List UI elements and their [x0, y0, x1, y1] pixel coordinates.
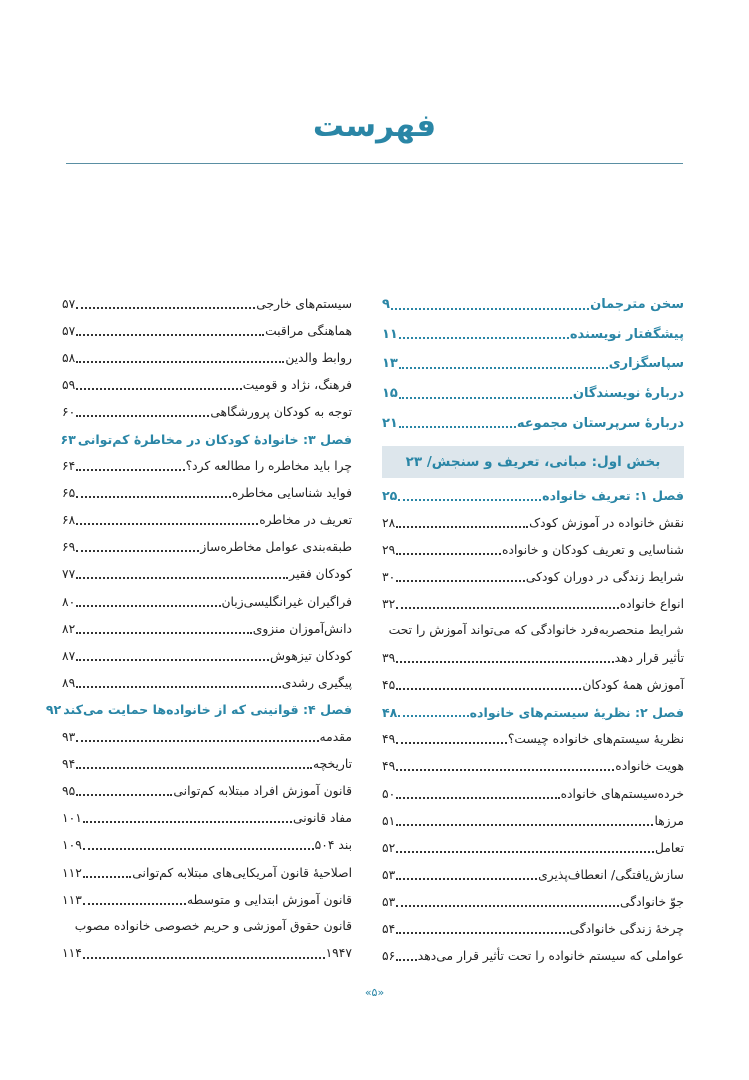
toc-entry-page: ۶۹ — [62, 540, 76, 555]
toc-entry-title: شناسایی و تعریف کودکان و خانواده — [502, 542, 684, 557]
toc-entry-title: هویت خانواده — [615, 759, 684, 774]
toc-entry-title: کودکان تیزهوش — [270, 648, 352, 663]
dot-leader — [76, 632, 251, 634]
toc-entry[interactable] — [62, 859, 352, 886]
toc-entry-title: انواع خانواده — [619, 596, 684, 611]
toc-entry[interactable] — [62, 832, 352, 859]
toc-entry-title: چرخۀ زندگی خانوادگی — [569, 922, 684, 937]
dot-leader — [83, 848, 314, 850]
page-title: فهرست — [312, 108, 437, 144]
dot-leader — [83, 821, 292, 823]
toc-entry-title-line2: ۱۹۴۷ — [325, 946, 352, 961]
dot-leader — [76, 740, 318, 742]
toc-entry-title: شرایط زندگی در دوران کودکی — [525, 569, 684, 584]
toc-entry-page: ۲۹ — [382, 542, 396, 557]
toc-entry-title: طبقه‌بندی عوامل مخاطره‌ساز — [200, 540, 352, 555]
chapter-entry[interactable] — [382, 699, 684, 726]
dot-leader — [83, 903, 186, 905]
toc-entry[interactable] — [382, 672, 684, 699]
toc-entry-title: تعریف در مخاطره — [259, 513, 352, 528]
dot-leader — [76, 415, 209, 417]
toc-entry-page: ۹ — [382, 297, 390, 313]
toc-entry-title: فراگیران غیرانگلیسی‌زبان — [221, 594, 352, 609]
toc-entry[interactable] — [62, 642, 352, 669]
toc-entry[interactable] — [382, 379, 684, 409]
toc-entry-title: سیستم‌های خارجی — [256, 296, 352, 311]
dot-leader — [396, 607, 618, 609]
toc-entry[interactable] — [62, 480, 352, 507]
dot-leader — [76, 307, 255, 309]
dot-leader — [396, 905, 619, 907]
dot-leader — [396, 688, 581, 690]
toc-entry[interactable] — [62, 290, 352, 317]
dot-leader — [76, 469, 184, 471]
dot-leader — [76, 334, 264, 336]
dot-leader — [396, 797, 559, 799]
toc-entry-page: ۲۱ — [382, 415, 398, 431]
dot-leader — [396, 824, 653, 826]
toc-entry-title: پیگیری رشدی — [281, 675, 352, 690]
toc-entry-title-line1: شرایط منحصربه‌فرد خانوادگی که می‌تواند آموزش را تحت — [388, 623, 684, 638]
chapter-entry[interactable] — [62, 425, 352, 452]
dot-leader — [83, 876, 131, 878]
toc-entry[interactable] — [382, 888, 684, 915]
toc-entry-title: جوّ خانوادگی — [620, 894, 684, 909]
dot-leader — [396, 878, 537, 880]
toc-entry-title: نظریۀ سیستم‌های خانواده چیست؟ — [507, 732, 684, 747]
dot-leader — [396, 932, 568, 934]
chapter-page: ۹۲ — [45, 702, 62, 718]
toc-entry-page: ۹۵ — [62, 784, 76, 799]
toc-entry-page: ۹۳ — [62, 730, 76, 745]
toc-entry-title: سپاسگزاری — [608, 356, 684, 372]
toc-entry[interactable] — [382, 320, 684, 350]
toc-entry-page: ۸۹ — [62, 675, 76, 690]
toc-entry[interactable] — [382, 861, 684, 888]
toc-entry-title: مقدمه — [319, 730, 352, 745]
dot-leader — [396, 742, 507, 744]
toc-entry-title: هماهنگی مراقبت — [265, 323, 352, 338]
toc-entry[interactable] — [382, 753, 684, 780]
dot-leader — [76, 686, 281, 688]
page-number: «۵» — [364, 986, 385, 999]
toc-entry-page: ۶۵ — [62, 486, 76, 501]
dot-leader — [398, 715, 468, 717]
toc-entry-page: ۵۱ — [382, 813, 396, 828]
dot-leader — [76, 550, 199, 552]
toc-entry-title: فواید شناسایی مخاطره — [231, 486, 352, 501]
toc-entry-title: سخن مترجمان — [590, 297, 684, 313]
toc-entry-page: ۵۴ — [382, 922, 396, 937]
toc-entry-title: مرزها — [654, 813, 684, 828]
toc-entry-page: ۵۹ — [62, 377, 76, 392]
dot-leader — [396, 851, 654, 853]
toc-entry[interactable] — [382, 807, 684, 834]
chapter-title: فصل ۴: قوانینی که از خانواده‌ها حمایت می‌کند — [63, 702, 352, 718]
title-rule — [66, 163, 683, 164]
toc-entry-title: کودکان فقیر — [289, 567, 352, 582]
toc-entry-title: نقش خانواده در آموزش کودک — [529, 515, 684, 530]
dot-leader — [76, 496, 231, 498]
chapter-title: فصل ۱: تعریف خانواده — [542, 488, 684, 504]
toc-entry-title: دانش‌آموزان منزوی — [252, 621, 352, 636]
toc-entry[interactable] — [62, 507, 352, 534]
toc-entry-page: ۱۵ — [382, 386, 398, 402]
toc-entry-page: ۵۸ — [62, 350, 76, 365]
toc-entry[interactable] — [62, 534, 352, 561]
toc-entry-page: ۵۰ — [382, 786, 396, 801]
toc-entry[interactable] — [382, 834, 684, 861]
dot-leader — [391, 308, 589, 310]
toc-entry-page: ۵۳ — [382, 867, 396, 882]
toc-entry-title: قانون آموزش افراد مبتلابه کم‌توانی — [173, 784, 352, 799]
toc-entry[interactable] — [382, 943, 684, 970]
dot-leader — [76, 577, 288, 579]
dot-leader — [396, 580, 525, 582]
toc-entry[interactable] — [62, 344, 352, 371]
toc-entry-page: ۱۱۲ — [62, 865, 82, 880]
toc-entry-page: ۱۱ — [382, 326, 398, 342]
toc-entry[interactable] — [382, 590, 684, 617]
toc-entry-page: ۸۰ — [62, 594, 76, 609]
toc-entry-title: خرده‌سیستم‌های خانواده — [560, 786, 684, 801]
toc-entry-page: ۴۵ — [382, 678, 396, 693]
toc-entry-page: ۸۷ — [62, 648, 76, 663]
toc-entry[interactable] — [62, 588, 352, 615]
dot-leader — [398, 499, 541, 501]
toc-entry[interactable] — [62, 805, 352, 832]
toc-entry-title: تاریخچه — [313, 757, 352, 772]
toc-entry-title: چرا باید مخاطره را مطالعه کرد؟ — [185, 459, 352, 474]
toc-entry[interactable] — [62, 317, 352, 344]
toc-entry-page: ۷۷ — [62, 567, 76, 582]
toc-entry[interactable] — [62, 453, 352, 480]
dot-leader — [76, 361, 284, 363]
toc-entry-page: ۲۸ — [382, 515, 396, 530]
toc-entry-page: ۵۷ — [62, 323, 76, 338]
toc-entry-page: ۵۲ — [382, 840, 396, 855]
toc-entry-title: عواملی که سیستم خانواده را تحت تأثیر قرار می‌دهد — [417, 949, 684, 964]
toc-entry-page: ۹۴ — [62, 757, 76, 772]
toc-entry[interactable] — [62, 398, 352, 425]
chapter-page: ۴۸ — [382, 704, 398, 720]
dot-leader — [399, 426, 516, 428]
toc-entry-title: اصلاحیۀ قانون آمریکایی‌های مبتلابه کم‌توانی — [132, 865, 352, 880]
toc-entry-page: ۱۱۴ — [62, 946, 82, 961]
toc-entry-page: ۶۴ — [62, 459, 76, 474]
toc-entry-title-line2: تأثیر قرار دهد — [614, 650, 684, 665]
toc-entry[interactable] — [382, 408, 684, 438]
chapter-title: فصل ۳: خانوادۀ کودکان در مخاطرۀ کم‌توانی — [77, 431, 352, 447]
toc-entry-title: قانون آموزش ابتدایی و متوسطه — [186, 892, 352, 907]
chapter-page: ۲۵ — [382, 488, 398, 504]
toc-entry-title: فرهنگ، نژاد و قومیت — [242, 377, 352, 392]
toc-entry-multiline[interactable] — [62, 913, 352, 967]
toc-entry-page: ۶۸ — [62, 513, 76, 528]
toc-entry-page: ۸۲ — [62, 621, 76, 636]
dot-leader — [76, 388, 242, 390]
toc-entry[interactable] — [62, 371, 352, 398]
toc-entry[interactable] — [62, 778, 352, 805]
toc-entry-page: ۵۷ — [62, 296, 76, 311]
dot-leader — [396, 526, 528, 528]
toc-entry[interactable] — [382, 726, 684, 753]
toc-entry-page: ۱۱۳ — [62, 892, 82, 907]
toc-entry-title: دربارۀ سرپرستان مجموعه — [516, 415, 684, 431]
chapter-title: فصل ۲: نظریۀ سیستم‌های خانواده — [469, 704, 684, 720]
toc-entry-title: آموزش همۀ کودکان — [582, 678, 684, 693]
toc-entry-title: مفاد قانونی — [292, 811, 352, 826]
toc-entry-page: ۵۶ — [382, 949, 396, 964]
toc-entry-title: تعامل — [654, 840, 684, 855]
part-heading[interactable]: بخش اول: مبانی، تعریف و سنجش/ ۲۳ — [382, 446, 684, 478]
toc-entry[interactable] — [382, 780, 684, 807]
toc-entry-page: ۵۳ — [382, 894, 396, 909]
toc-entry-page: ۴۹ — [382, 759, 396, 774]
toc-entry-title: توجه به کودکان پرورشگاهی — [210, 404, 352, 419]
chapter-entry[interactable] — [45, 696, 352, 723]
toc-entry[interactable] — [382, 563, 684, 590]
dot-leader — [76, 767, 312, 769]
toc-entry[interactable] — [382, 915, 684, 942]
toc-entry[interactable] — [382, 349, 684, 379]
toc-entry-page: ۳۰ — [382, 569, 396, 584]
toc-entry-page: ۳۲ — [382, 596, 396, 611]
toc-entry-title: سازش‌یافتگی/ انعطاف‌پذیری — [538, 867, 684, 882]
toc-entry[interactable] — [382, 509, 684, 536]
toc-entry-page: ۴۹ — [382, 732, 396, 747]
toc-entry-page: ۱۰۹ — [62, 838, 82, 853]
toc-entry[interactable] — [382, 536, 684, 563]
chapter-page: ۶۳ — [60, 431, 76, 447]
toc-entry-page: ۳۹ — [382, 650, 396, 665]
dot-leader — [396, 661, 613, 663]
toc-right-column — [382, 290, 684, 970]
toc-entry-page: ۶۰ — [62, 404, 76, 419]
dot-leader — [76, 523, 258, 525]
toc-entry[interactable] — [62, 751, 352, 778]
toc-entry-title: روابط والدین — [285, 350, 352, 365]
toc-entry[interactable] — [382, 290, 684, 320]
dot-leader — [399, 397, 572, 399]
toc-entry[interactable] — [62, 615, 352, 642]
toc-entry-page: ۱۰۱ — [62, 811, 82, 826]
dot-leader — [399, 337, 569, 339]
toc-entry[interactable] — [62, 886, 352, 913]
dot-leader — [76, 794, 172, 796]
toc-entry[interactable] — [62, 669, 352, 696]
toc-entry-page: ۱۳ — [382, 356, 398, 372]
dot-leader — [76, 605, 220, 607]
toc-entry[interactable] — [62, 724, 352, 751]
dot-leader — [83, 957, 325, 959]
dot-leader — [396, 959, 417, 961]
chapter-entry[interactable] — [382, 482, 684, 509]
toc-entry-multiline[interactable] — [382, 617, 684, 671]
toc-entry[interactable] — [62, 561, 352, 588]
toc-entry-title: پیشگفتار نویسنده — [569, 326, 684, 342]
toc-entry-title: دربارۀ نویسندگان — [572, 386, 684, 402]
dot-leader — [399, 367, 608, 369]
dot-leader — [76, 659, 269, 661]
toc-entry-title-line1: قانون حقوق آموزشی و حریم خصوصی خانواده مصوب — [74, 919, 352, 934]
toc-left-column — [45, 290, 352, 967]
toc-entry-title: بند ۵۰۴ — [314, 838, 352, 853]
dot-leader — [396, 553, 501, 555]
dot-leader — [396, 769, 614, 771]
